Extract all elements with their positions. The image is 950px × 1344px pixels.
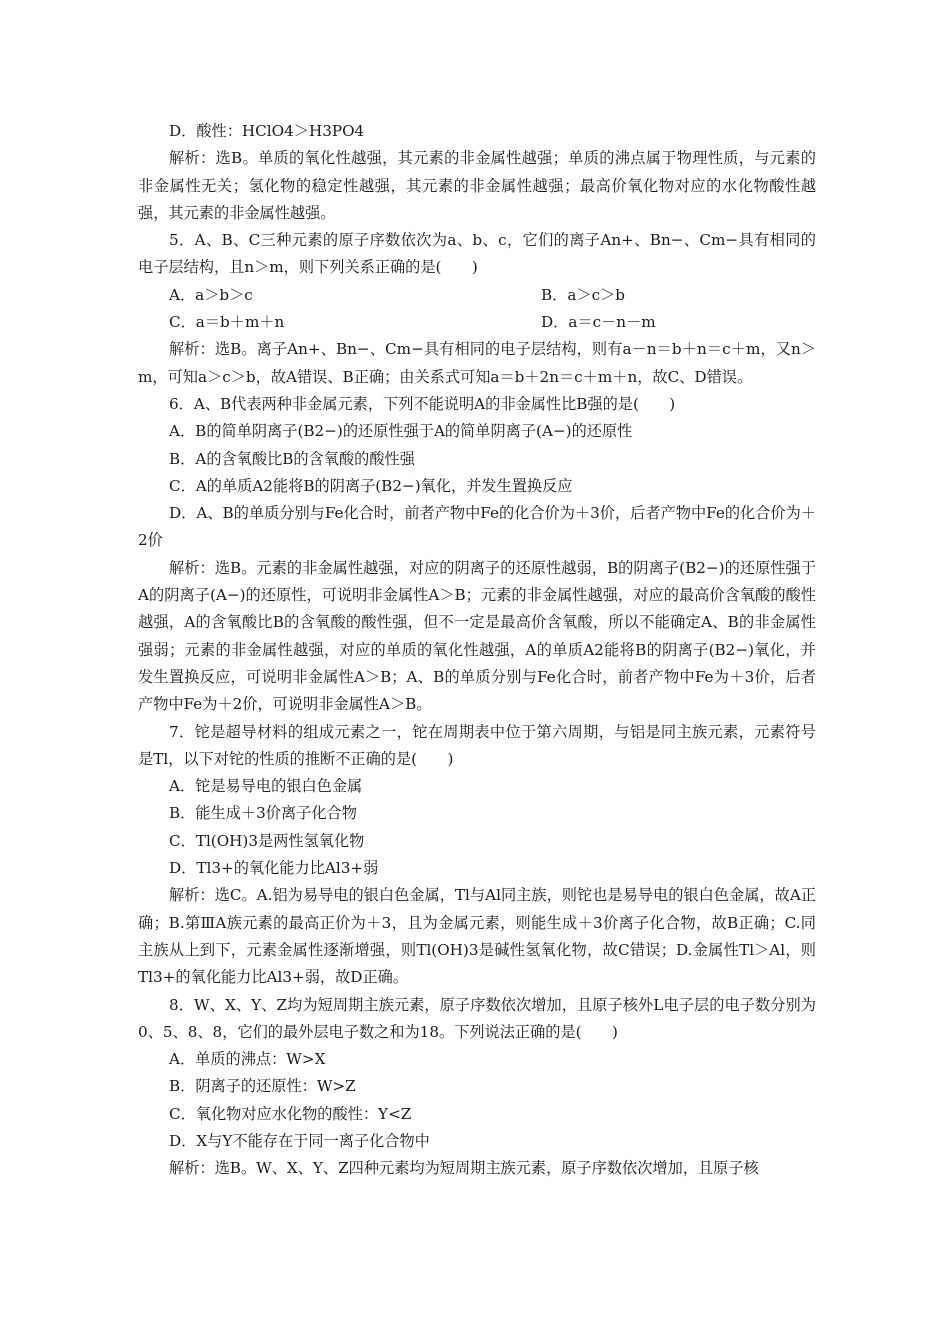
q6-option-b: B．A的含氧酸比B的含氧酸的酸性强 [169, 449, 415, 468]
q8-analysis: 解析：选B。W、X、Y、Z四种元素均为短周期主族元素，原子序数依次增加，且原子核 [169, 1159, 759, 1178]
q6-stem: 6．A、B代表两种非金属元素，下列不能说明A的非金属性比B强的是( ) [169, 394, 676, 413]
q7-option-c: C．Tl(OH)3是两性氢氧化物 [169, 831, 365, 850]
q5-options-row-1 [138, 282, 816, 309]
q6-option-a: A．B的简单阴离子(B2−)的还原性强于A的简单阴离子(A−)的还原性 [169, 422, 633, 441]
q4-option-d: D．酸性：HClO4＞H3PO4 [169, 122, 365, 140]
q5-option-c: C．a＝b＋m＋n [169, 313, 285, 332]
q7-stem: 7．铊是超导材料的组成元素之一，铊在周期表中位于第六周期，与铝是同主族元素，元素符号是Tl，以下对铊的性质的推断不正确的是( ) [138, 722, 816, 768]
q5-option-b: B．a＞c＞b [541, 285, 626, 304]
q5-options-row-2 [138, 309, 816, 336]
q6-option-d: D．A、B的单质分别与Fe化合时，前者产物中Fe的化合价为＋3价，后者产物中Fe的化合价为＋2价 [138, 504, 816, 550]
q8-option-b: B．阴离子的还原性：W>Z [169, 1077, 356, 1096]
q5-option-d: D．a＝c－n－m [541, 313, 656, 332]
q5-analysis: 解析：选B。离子An+、Bn−、Cm−具有相同的电子层结构，则有a－n＝b＋n＝c＋m，又n＞m，可知a＞c＞b，故A错误、B正确；由关系式可知a＝b＋2n＝c＋m＋n，故C、D错误。 [138, 340, 816, 386]
q8-option-a: A．单质的沸点：W>X [169, 1050, 326, 1069]
q7-option-d: D．Tl3+的氧化能力比Al3+弱 [169, 859, 379, 878]
q7-option-b: B．能生成＋3价离子化合物 [169, 804, 357, 823]
q8-option-d: D．X与Y不能存在于同一离子化合物中 [169, 1131, 430, 1150]
q7-option-a: A．铊是易导电的银白色金属 [169, 777, 363, 796]
q6-option-c: C．A的单质A2能将B的阴离子(B2−)氧化，并发生置换反应 [169, 476, 573, 495]
q5-option-a: A．a＞b＞c [169, 285, 253, 304]
q8-stem: 8．W、X、Y、Z均为短周期主族元素，原子序数依次增加，且原子核外L电子层的电子数分别为0、5、8、8，它们的最外层电子数之和为18。下列说法正确的是( ) [138, 995, 816, 1041]
q7-analysis: 解析：选C。A.铝为易导电的银白色金属，Tl与Al同主族，则铊也是易导电的银白色金属，故A正确；B.第ⅢA族元素的最高正价为＋3，且为金属元素，则能生成＋3价离子化合物，故B正确；C.同主族从上到下，元素金属性逐渐增强，则Tl(OH)3是碱性氢氧化物，故C错误；D.金属性Tl＞Al，则Tl3+的氧化能力比Al3+弱，故D正确。 [138, 886, 816, 987]
page-content [138, 118, 816, 1183]
q5-stem: 5．A、B、C三种元素的原子序数依次为a、b、c，它们的离子An+、Bn−、Cm−具有相同的电子层结构，且n＞m，则下列关系正确的是( ) [138, 231, 816, 277]
q4-analysis: 解析：选B。单质的氧化性越强，其元素的非金属性越强；单质的沸点属于物理性质，与元素的非金属性无关；氢化物的稳定性越强，其元素的非金属性越强；最高价氧化物对应的水化物酸性越强，其元素的非金属性越强。 [138, 149, 816, 222]
q8-option-c: C．氧化物对应水化物的酸性：Y<Z [169, 1104, 412, 1123]
q6-analysis: 解析：选B。元素的非金属性越强，对应的阴离子的还原性越弱，B的阴离子(B2−)的还原性强于A的阴离子(A−)的还原性，可说明非金属性A＞B；元素的非金属性越强，对应的最高价含氧酸的酸性越强，A的含氧酸比B的含氧酸的酸性强，但不一定是最高价含氧酸，所以不能确定A、B的非金属性强弱；元素的非金属性越强，对应的单质的氧化性越强，A的单质A2能将B的阴离子(B2−)氧化，并发生置换反应，可说明非金属性A＞B；A、B的单质分别与Fe化合时，前者产物中Fe为＋3价，后者产物中Fe为＋2价，可说明非金属性A＞B。 [138, 558, 816, 714]
